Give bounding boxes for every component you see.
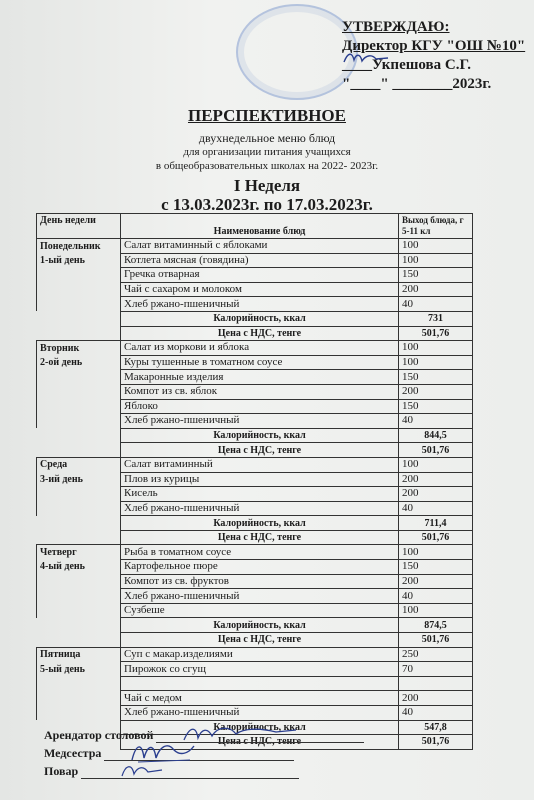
table-row <box>37 706 473 721</box>
dish-yield: 250 <box>399 647 473 662</box>
table-row <box>37 268 473 283</box>
table-row <box>37 603 473 618</box>
day-cell-empty <box>37 691 121 706</box>
day-cell-empty <box>37 589 121 604</box>
table-row <box>37 676 473 691</box>
dish-yield: 100 <box>399 341 473 356</box>
cook-line <box>81 778 299 779</box>
calories-label: Калорийность, ккал <box>121 720 399 735</box>
dish-yield: 40 <box>399 501 473 516</box>
summary-spacer <box>37 428 121 443</box>
dish-name: Салат из моркови и яблока <box>121 341 399 356</box>
tenant-signature-line <box>44 728 364 743</box>
table-row <box>37 472 473 487</box>
dish-name: Хлеб ржано-пшеничный <box>121 706 399 721</box>
official-seal <box>236 4 358 100</box>
dish-name: Суп с макар.изделиями <box>121 647 399 662</box>
dish-yield: 200 <box>399 384 473 399</box>
summary-spacer <box>37 516 121 531</box>
dish-name: Хлеб ржано-пшеничный <box>121 297 399 312</box>
document-subtitle-purpose: для организации питания учащихся <box>183 146 351 158</box>
day-number: 2-ой день <box>37 355 121 370</box>
day-cell-empty <box>37 414 121 429</box>
dish-yield: 40 <box>399 414 473 429</box>
table-row <box>37 574 473 589</box>
price-value: 501,76 <box>399 735 473 750</box>
tenant-label: Арендатор столовой <box>44 728 154 742</box>
dish-name: Компот из св. яблок <box>121 384 399 399</box>
table-row <box>37 691 473 706</box>
dish-name: Пирожок со сгущ <box>121 662 399 677</box>
dish-name: Кисель <box>121 487 399 502</box>
day-cell-empty <box>37 297 121 312</box>
approval-date: "____" ________2023г. <box>342 76 492 92</box>
price-value: 501,76 <box>399 633 473 648</box>
price-label: Цена с НДС, тенге <box>121 633 399 648</box>
table-row <box>37 487 473 502</box>
day-cell-empty <box>37 399 121 414</box>
price-row <box>37 443 473 458</box>
approval-director: Директор КГУ "ОШ №10" <box>342 38 526 54</box>
dish-name: Гречка отварная <box>121 268 399 283</box>
dish-yield: 200 <box>399 574 473 589</box>
price-value: 501,76 <box>399 443 473 458</box>
calories-row <box>37 516 473 531</box>
day-name: Пятница <box>37 647 121 662</box>
table-row <box>37 545 473 560</box>
col-yield-header: Выход блюда, г 5-11 кл <box>399 214 473 239</box>
dish-name: Компот из св. фруктов <box>121 574 399 589</box>
table-row <box>37 355 473 370</box>
calories-label: Калорийность, ккал <box>121 618 399 633</box>
day-cell-empty <box>37 706 121 721</box>
day-name: Четверг <box>37 545 121 560</box>
price-value: 501,76 <box>399 530 473 545</box>
document-title: ПЕРСПЕКТИВНОЕ <box>187 106 346 125</box>
table-row <box>37 560 473 575</box>
tenant-line <box>156 742 364 743</box>
cook-label: Повар <box>44 764 79 778</box>
day-name: Среда <box>37 457 121 472</box>
summary-spacer <box>37 618 121 633</box>
dish-name: Куры тушенные в томатном соусе <box>121 355 399 370</box>
calories-row <box>37 618 473 633</box>
dish-name: Картофельное пюре <box>121 560 399 575</box>
dish-yield: 40 <box>399 589 473 604</box>
table-row <box>37 239 473 254</box>
summary-spacer <box>37 326 121 341</box>
price-row <box>37 326 473 341</box>
table-row <box>37 297 473 312</box>
dish-name: Салат витаминный <box>121 457 399 472</box>
price-label: Цена с НДС, тенге <box>121 530 399 545</box>
dish-name: Макаронные изделия <box>121 370 399 385</box>
date-range: с 13.03.2023г. по 17.03.2023г. <box>161 195 373 214</box>
dish-yield: 100 <box>399 545 473 560</box>
dish-yield: 200 <box>399 472 473 487</box>
table-header-row <box>37 214 473 239</box>
day-cell-empty <box>37 268 121 283</box>
nurse-label: Медсестра <box>44 746 102 760</box>
day-number: 5-ый день <box>37 662 121 677</box>
dish-yield: 70 <box>399 662 473 677</box>
price-value: 501,76 <box>399 326 473 341</box>
day-cell-empty <box>37 676 121 691</box>
table-row <box>37 253 473 268</box>
summary-spacer <box>37 443 121 458</box>
price-row <box>37 530 473 545</box>
dish-name: Хлеб ржано-пшеничный <box>121 589 399 604</box>
table-row <box>37 501 473 516</box>
dish-yield: 150 <box>399 268 473 283</box>
day-number: 3-ий день <box>37 472 121 487</box>
table-row <box>37 384 473 399</box>
dish-yield: 200 <box>399 282 473 297</box>
dish-name: Рыба в томатном соусе <box>121 545 399 560</box>
menu-table <box>36 213 473 750</box>
table-row <box>37 399 473 414</box>
director-signature <box>342 50 392 66</box>
table-row <box>37 282 473 297</box>
calories-value: 547,8 <box>399 720 473 735</box>
price-label: Цена с НДС, тенге <box>121 735 399 750</box>
dish-yield: 150 <box>399 399 473 414</box>
day-cell-empty <box>37 501 121 516</box>
dish-name: Котлета мясная (говядина) <box>121 253 399 268</box>
dish-yield: 40 <box>399 706 473 721</box>
dish-name: Сузбеше <box>121 603 399 618</box>
dish-name: Хлеб ржано-пшеничный <box>121 501 399 516</box>
summary-spacer <box>37 530 121 545</box>
day-cell-empty <box>37 384 121 399</box>
calories-value: 844,5 <box>399 428 473 443</box>
week-label: I Неделя <box>233 176 301 195</box>
dish-name: Яблоко <box>121 399 399 414</box>
price-label: Цена с НДС, тенге <box>121 443 399 458</box>
dish-name: Салат витаминный с яблоками <box>121 239 399 254</box>
dish-yield: 100 <box>399 253 473 268</box>
day-cell-empty <box>37 370 121 385</box>
dish-name: Чай с медом <box>121 691 399 706</box>
dish-yield: 200 <box>399 691 473 706</box>
day-cell-empty <box>37 603 121 618</box>
approval-title: УТВЕРЖДАЮ: <box>342 19 450 35</box>
calories-value: 711,4 <box>399 516 473 531</box>
price-label: Цена с НДС, тенге <box>121 326 399 341</box>
calories-row <box>37 428 473 443</box>
day-cell-empty <box>37 282 121 297</box>
price-row <box>37 633 473 648</box>
calories-label: Калорийность, ккал <box>121 428 399 443</box>
table-row <box>37 457 473 472</box>
approval-signature-line: ____Укпешова С.Г. <box>342 57 472 73</box>
summary-spacer <box>37 311 121 326</box>
day-name: Вторник <box>37 341 121 356</box>
col-day-header: День недели <box>37 214 121 239</box>
calories-label: Калорийность, ккал <box>121 516 399 531</box>
nurse-signature-line <box>44 746 294 761</box>
table-row <box>37 647 473 662</box>
dish-yield: 100 <box>399 355 473 370</box>
calories-row <box>37 311 473 326</box>
menu-body <box>37 239 473 750</box>
dish-yield <box>399 676 473 691</box>
table-row <box>37 341 473 356</box>
dish-yield: 100 <box>399 603 473 618</box>
day-number: 4-ый день <box>37 560 121 575</box>
dish-name <box>121 676 399 691</box>
table-row <box>37 414 473 429</box>
day-cell-empty <box>37 574 121 589</box>
cook-signature-line <box>44 764 299 779</box>
dish-yield: 40 <box>399 297 473 312</box>
document-subtitle-schools: в общеобразовательных школах на 2022- 2023г. <box>155 160 379 172</box>
col-name-header: Наименование блюд <box>121 214 399 239</box>
table-row <box>37 589 473 604</box>
day-cell-empty <box>37 487 121 502</box>
dish-yield: 100 <box>399 457 473 472</box>
calories-value: 874,5 <box>399 618 473 633</box>
table-row <box>37 662 473 677</box>
day-number: 1-ый день <box>37 253 121 268</box>
dish-name: Плов из курицы <box>121 472 399 487</box>
table-row <box>37 370 473 385</box>
summary-spacer <box>37 633 121 648</box>
dish-yield: 150 <box>399 370 473 385</box>
document-subtitle: двухнедельное меню блюд <box>198 131 336 145</box>
calories-label: Калорийность, ккал <box>121 311 399 326</box>
dish-yield: 200 <box>399 487 473 502</box>
calories-value: 731 <box>399 311 473 326</box>
dish-yield: 150 <box>399 560 473 575</box>
nurse-line <box>104 760 294 761</box>
dish-yield: 100 <box>399 239 473 254</box>
dish-name: Чай с сахаром и молоком <box>121 282 399 297</box>
day-name: Понедельник <box>37 239 121 254</box>
dish-name: Хлеб ржано-пшеничный <box>121 414 399 429</box>
